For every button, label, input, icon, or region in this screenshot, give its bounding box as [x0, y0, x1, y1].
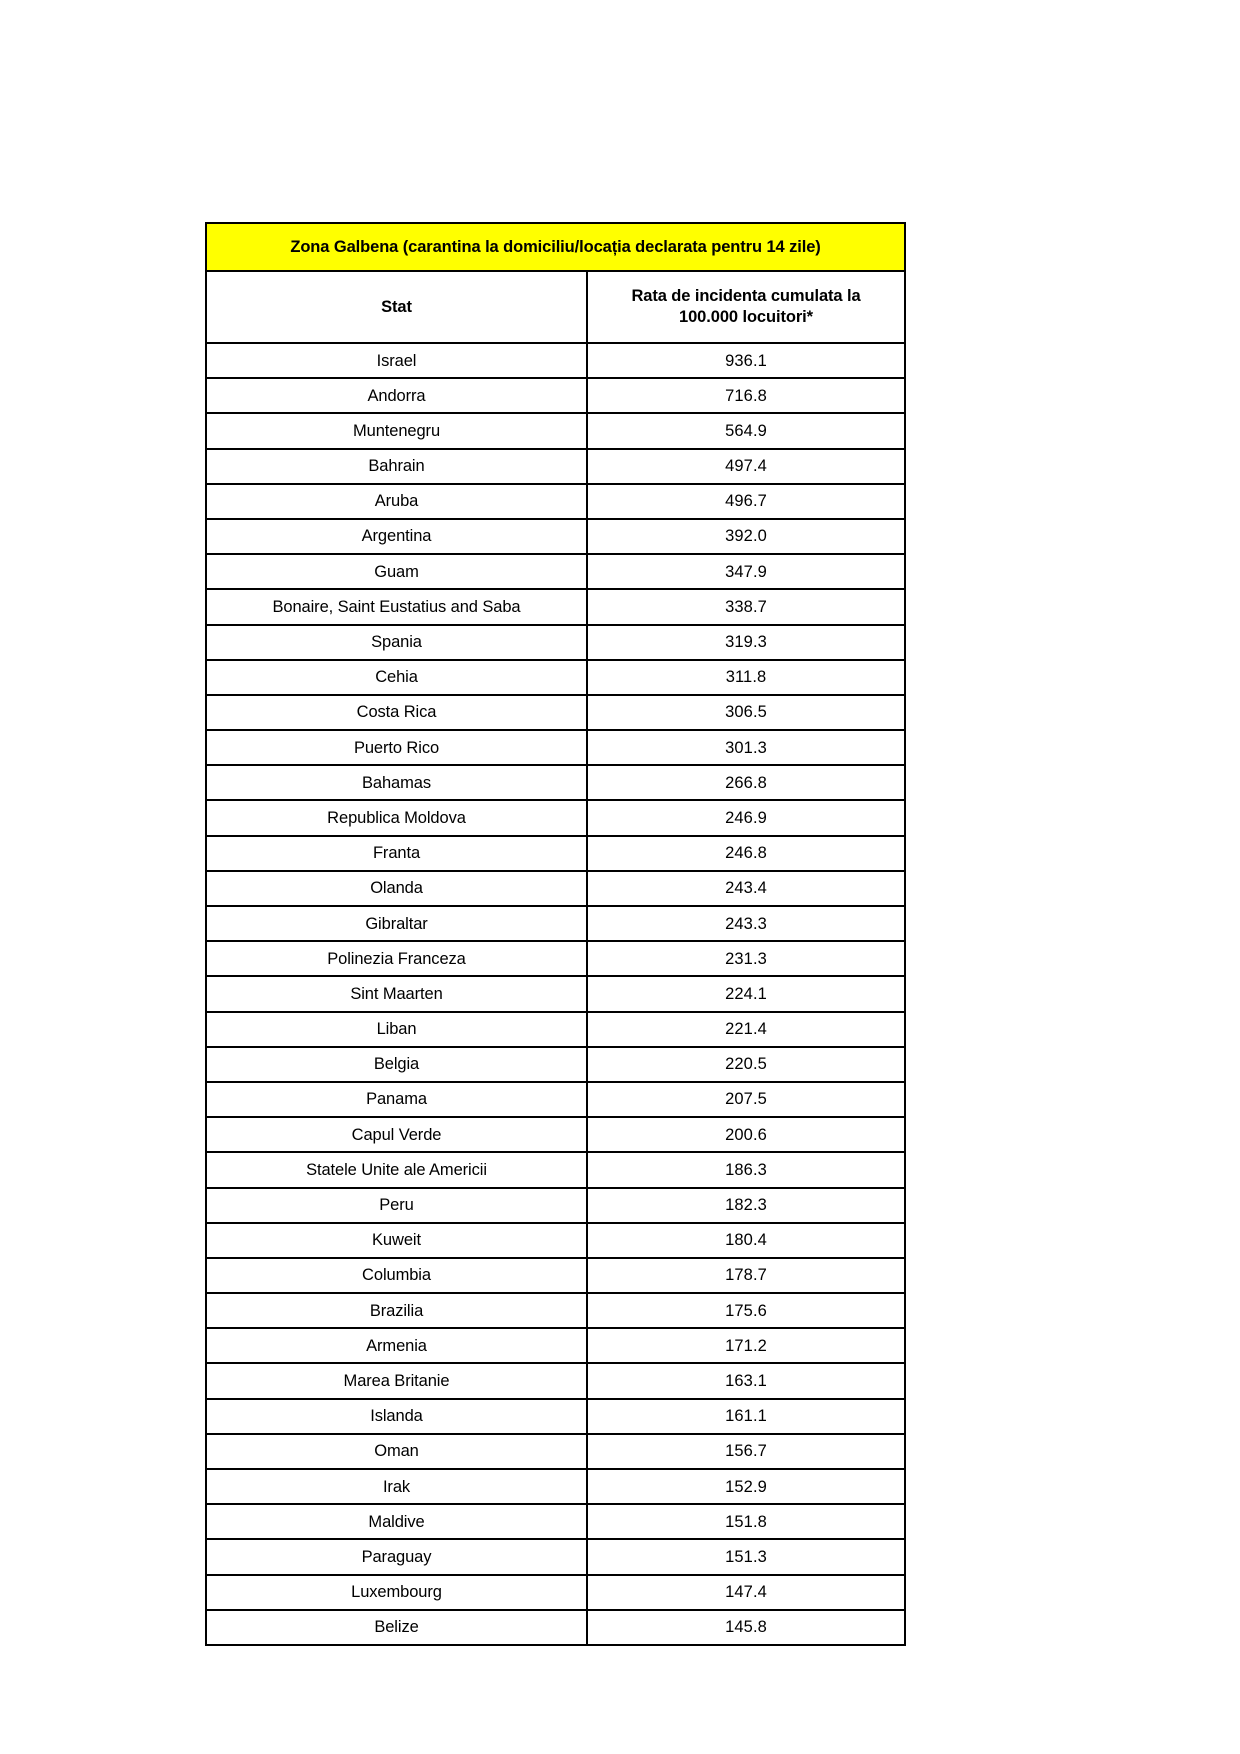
cell-rate: 231.3	[587, 941, 905, 976]
cell-state: Cehia	[206, 660, 587, 695]
cell-rate: 301.3	[587, 730, 905, 765]
cell-rate: 220.5	[587, 1047, 905, 1082]
table-row	[206, 589, 905, 624]
cell-state: Irak	[206, 1469, 587, 1504]
table-row	[206, 413, 905, 448]
table-header-row	[206, 271, 905, 343]
cell-state: Bahrain	[206, 449, 587, 484]
cell-state: Maldive	[206, 1504, 587, 1539]
cell-state: Franta	[206, 836, 587, 871]
cell-state: Republica Moldova	[206, 800, 587, 835]
cell-state: Muntenegru	[206, 413, 587, 448]
cell-rate: 200.6	[587, 1117, 905, 1152]
cell-state: Statele Unite ale Americii	[206, 1152, 587, 1187]
cell-state: Liban	[206, 1012, 587, 1047]
table-row	[206, 1223, 905, 1258]
cell-rate: 311.8	[587, 660, 905, 695]
cell-rate: 145.8	[587, 1610, 905, 1645]
cell-state: Oman	[206, 1434, 587, 1469]
cell-rate: 347.9	[587, 554, 905, 589]
cell-rate: 180.4	[587, 1223, 905, 1258]
table-row	[206, 941, 905, 976]
cell-rate: 207.5	[587, 1082, 905, 1117]
table-row	[206, 765, 905, 800]
table-body	[206, 223, 905, 1645]
table-row	[206, 554, 905, 589]
cell-rate: 243.3	[587, 906, 905, 941]
table-row	[206, 1363, 905, 1398]
cell-state: Guam	[206, 554, 587, 589]
cell-state: Spania	[206, 625, 587, 660]
cell-rate: 152.9	[587, 1469, 905, 1504]
cell-state: Bahamas	[206, 765, 587, 800]
table-row	[206, 800, 905, 835]
cell-rate: 246.9	[587, 800, 905, 835]
cell-rate: 178.7	[587, 1258, 905, 1293]
cell-rate: 151.8	[587, 1504, 905, 1539]
cell-state: Costa Rica	[206, 695, 587, 730]
table-row	[206, 1047, 905, 1082]
cell-state: Peru	[206, 1188, 587, 1223]
table-row	[206, 1434, 905, 1469]
cell-state: Belgia	[206, 1047, 587, 1082]
cell-rate: 182.3	[587, 1188, 905, 1223]
table-row	[206, 1610, 905, 1645]
table-row	[206, 1082, 905, 1117]
cell-state: Marea Britanie	[206, 1363, 587, 1398]
cell-rate: 186.3	[587, 1152, 905, 1187]
table-row	[206, 378, 905, 413]
cell-state: Polinezia Franceza	[206, 941, 587, 976]
table-row	[206, 836, 905, 871]
table-row	[206, 976, 905, 1011]
table-row	[206, 1012, 905, 1047]
cell-state: Israel	[206, 343, 587, 378]
cell-state: Andorra	[206, 378, 587, 413]
cell-rate: 716.8	[587, 378, 905, 413]
column-header-rate	[587, 271, 905, 343]
cell-state: Columbia	[206, 1258, 587, 1293]
cell-state: Puerto Rico	[206, 730, 587, 765]
table-row	[206, 1539, 905, 1574]
column-header-rate-line1: Rata de incidenta cumulata la	[631, 287, 861, 306]
cell-state: Bonaire, Saint Eustatius and Saba	[206, 589, 587, 624]
yellow-zone-table	[205, 222, 906, 1646]
cell-rate: 306.5	[587, 695, 905, 730]
cell-rate: 175.6	[587, 1293, 905, 1328]
table-row	[206, 449, 905, 484]
cell-rate: 497.4	[587, 449, 905, 484]
cell-state: Islanda	[206, 1399, 587, 1434]
cell-rate: 338.7	[587, 589, 905, 624]
table-row	[206, 1504, 905, 1539]
cell-rate: 496.7	[587, 484, 905, 519]
table-row	[206, 1152, 905, 1187]
column-header-rate-line2: 100.000 locuitori*	[679, 308, 813, 326]
cell-state: Argentina	[206, 519, 587, 554]
cell-state: Armenia	[206, 1328, 587, 1363]
table-row	[206, 1117, 905, 1152]
cell-state: Sint Maarten	[206, 976, 587, 1011]
cell-state: Capul Verde	[206, 1117, 587, 1152]
cell-state: Kuweit	[206, 1223, 587, 1258]
banner-title: Zona Galbena (carantina la domiciliu/locația declarata pentru 14 zile)	[206, 223, 905, 271]
table-row	[206, 1399, 905, 1434]
cell-rate: 171.2	[587, 1328, 905, 1363]
cell-rate: 246.8	[587, 836, 905, 871]
cell-state: Panama	[206, 1082, 587, 1117]
table-row	[206, 519, 905, 554]
table-row	[206, 484, 905, 519]
table-row	[206, 730, 905, 765]
table-row	[206, 906, 905, 941]
cell-rate: 392.0	[587, 519, 905, 554]
table-row	[206, 343, 905, 378]
cell-state: Gibraltar	[206, 906, 587, 941]
cell-rate: 147.4	[587, 1575, 905, 1610]
table-row	[206, 695, 905, 730]
table-row	[206, 1293, 905, 1328]
cell-rate: 224.1	[587, 976, 905, 1011]
yellow-zone-table-container	[205, 222, 904, 1646]
table-row	[206, 1258, 905, 1293]
table-row	[206, 660, 905, 695]
cell-rate: 936.1	[587, 343, 905, 378]
cell-rate: 151.3	[587, 1539, 905, 1574]
cell-rate: 156.7	[587, 1434, 905, 1469]
table-row	[206, 871, 905, 906]
table-row	[206, 1575, 905, 1610]
cell-state: Aruba	[206, 484, 587, 519]
table-row	[206, 625, 905, 660]
cell-rate: 243.4	[587, 871, 905, 906]
cell-rate: 161.1	[587, 1399, 905, 1434]
cell-rate: 319.3	[587, 625, 905, 660]
cell-rate: 266.8	[587, 765, 905, 800]
table-row	[206, 1328, 905, 1363]
cell-state: Paraguay	[206, 1539, 587, 1574]
column-header-state: Stat	[206, 271, 587, 343]
cell-rate: 564.9	[587, 413, 905, 448]
table-title-row	[206, 223, 905, 271]
table-row	[206, 1188, 905, 1223]
cell-rate: 221.4	[587, 1012, 905, 1047]
cell-state: Olanda	[206, 871, 587, 906]
cell-state: Brazilia	[206, 1293, 587, 1328]
table-row	[206, 1469, 905, 1504]
cell-state: Belize	[206, 1610, 587, 1645]
cell-rate: 163.1	[587, 1363, 905, 1398]
cell-state: Luxembourg	[206, 1575, 587, 1610]
